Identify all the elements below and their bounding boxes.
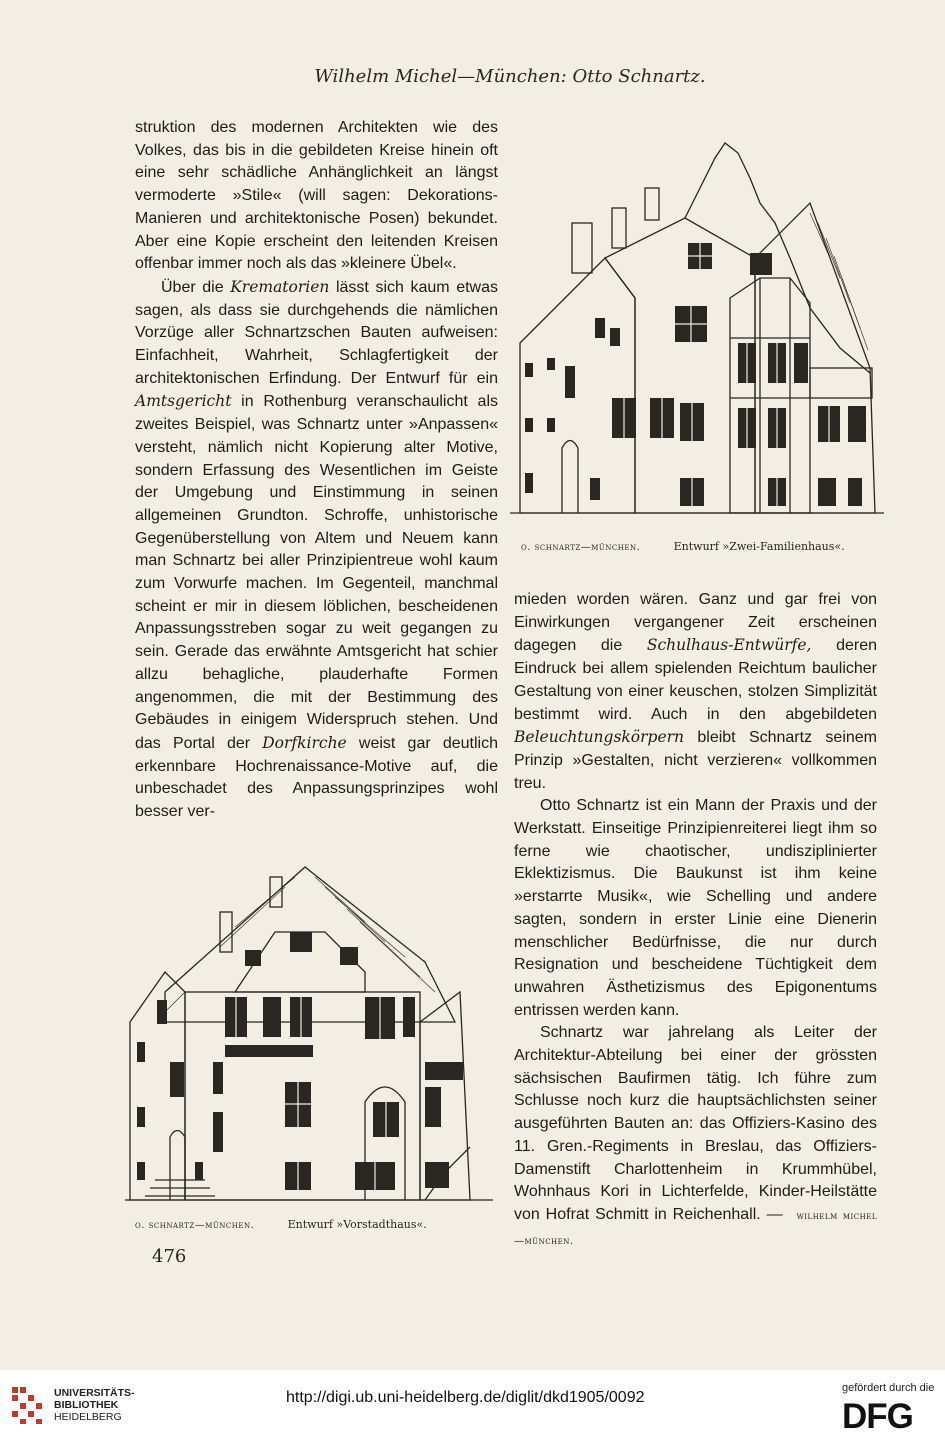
right-paragraph-3 [514,1022,877,1253]
dfg-logo: DFG [842,1397,913,1436]
footer-bar [0,1370,945,1442]
term-dorfkirche: Dorfkirche [262,733,347,752]
left-paragraph-2 [135,276,498,824]
right-paragraph-1 [514,589,877,795]
house-drawing-bottom [125,862,493,1204]
term-beleuchtungskoerpern: Beleuchtungskörpern [514,728,685,747]
term-krematorien: Krematorien [230,277,330,296]
text-column-right [514,589,877,1253]
right-p1-text-b: deren Eindruck bei allem spielenden Reichtum baulicher Gestaltung von einer keuschen, stolzen Simplizität bestimmt wird. Auch in den abgebildeten [514,637,877,723]
term-amtsgericht: Amtsgericht [135,392,232,411]
left-p2-text-a: Über die [161,278,231,296]
right-p3-text: Schnartz war jahrelang als Leiter der Architektur-Abteilung bei einer der grössten sächsischen Baufirmen tätig. Ich führe zum Schlusse noch kurz die hauptsächlichsten seiner ausgeführten Bauten an: das Offiziers-Kasino des 11. Gren.-Regiments in Breslau, das Offiziers-Damenstift Charlottenheim in Krummhübel, Wohnhaus Kori in Lichterfelde, Kinder-Heilstätte von Hofrat Schmitt in Reichenhall. — [514,1024,877,1223]
caption-top [521,540,845,553]
page-number: 476 [152,1246,187,1267]
term-schulhaus-entwuerfe: Schulhaus-Entwürfe, [646,636,812,655]
caption-top-title: Entwurf »Zwei-Familienhaus«. [673,540,845,553]
caption-bottom [135,1218,427,1231]
author-signature: wilhelm michel—münchen. [514,1210,877,1247]
caption-bottom-title: Entwurf »Vorstadthaus«. [287,1218,427,1231]
library-name-line1: UNIVERSITÄTS- [54,1387,135,1399]
right-paragraph-2: Otto Schnartz ist ein Mann der Praxis und der Werkstatt. Einseitige Prinzipienreiterei liegt ihm so ferne wie chaotischer, undisziplinierter Eklektizismus. Die Baukunst ist ihm keine »erstarrte Musik«, wie Schelling und andere sagten, sondern in erster Linie eine Dienerin menschlicher Bedürfnisse, die nur durch Resignation und bescheidene Tüchtigkeit dem unwahren Ästhetizismus des Epigonentums entrissen werden kann. [514,797,877,1019]
left-p2-text-b: lässt sich kaum etwas sagen, als dass sie durchgehends die nämlichen Vorzüge aller Schnartzschen Bauten aufweisen: Einfachheit, Wahrheit, Schlagfertigkeit der architektonischen Erfindung. Der Entwurf für ein [135,278,498,387]
text-column-left [135,117,498,824]
illustration-vorstadthaus [125,862,493,1204]
left-paragraph-1: struktion des modernen Architekten wie des Volkes, das bis in die gebildeten Kreise hinein oft eine sehr schädliche Anhänglichkeit an längst vermoderte »Stile« (will sagen: Dekorations-Manieren und architektonische Posen) bekundet. Aber eine Kopie erscheint den leitenden Kreisen offenbar immer noch als das »kleinere Übel«. [135,119,498,273]
running-head: Wilhelm Michel—München: Otto Schnartz. [314,66,706,87]
caption-top-author: o. schnartz—münchen. [521,542,641,553]
library-name-line3: HEIDELBERG [54,1411,122,1423]
permalink-url[interactable]: http://digi.ub.uni-heidelberg.de/diglit/dkd1905/0092 [286,1389,645,1406]
left-p2-text-d: weist gar deutlich erkennbare Hochrenaissance-Motive auf, die unbeschadet des Anpassungsprinzipes wohl besser ver- [135,734,498,821]
funding-note: gefördert durch die [842,1382,935,1394]
library-name [54,1387,135,1423]
left-p2-text-c: in Rothenburg veranschaulicht als zweites Beispiel, was Schnartz unter »Anpassen« versteht, nämlich nicht Kopierung alter Motive, sondern Erfassung des Wesentlichen im Geiste der Umgebung und Einstimmung in seinen allgemeinen Grundton. Schroffe, unhistorische Gegenüberstellung von Altem und Neuem kann man Schnartz bei aller Prinzipientreue wohl kaum zum Vorwurfe machen. Im Gegenteil, manchmal scheint er mir in diesem löblichen, bescheidenen Anpassungsstreben sogar zu weit gegangen zu sein. Gerade das erwähnte Amtsgericht hat schier allzu behagliche, plauderhafte Formen angenommen, die mit der Bestimmung des Gebäudes in einigem Widerspruch stehen. Und das Portal der [135,393,498,752]
house-drawing-top [510,128,884,520]
caption-bottom-author: o. schnartz—münchen. [135,1220,255,1231]
right-p1-text-c: bleibt Schnartz seinem Prinzip »Gestalten, nicht verzieren« vollkommen treu. [514,729,877,792]
library-logo-icon [10,1385,48,1425]
right-p1-text-a: mieden worden wären. Ganz und gar frei von Einwirkungen vergangener Zeit erscheinen dagegen die [514,591,877,655]
library-name-line2: BIBLIOTHEK [54,1399,119,1411]
illustration-zwei-familienhaus [510,128,884,520]
